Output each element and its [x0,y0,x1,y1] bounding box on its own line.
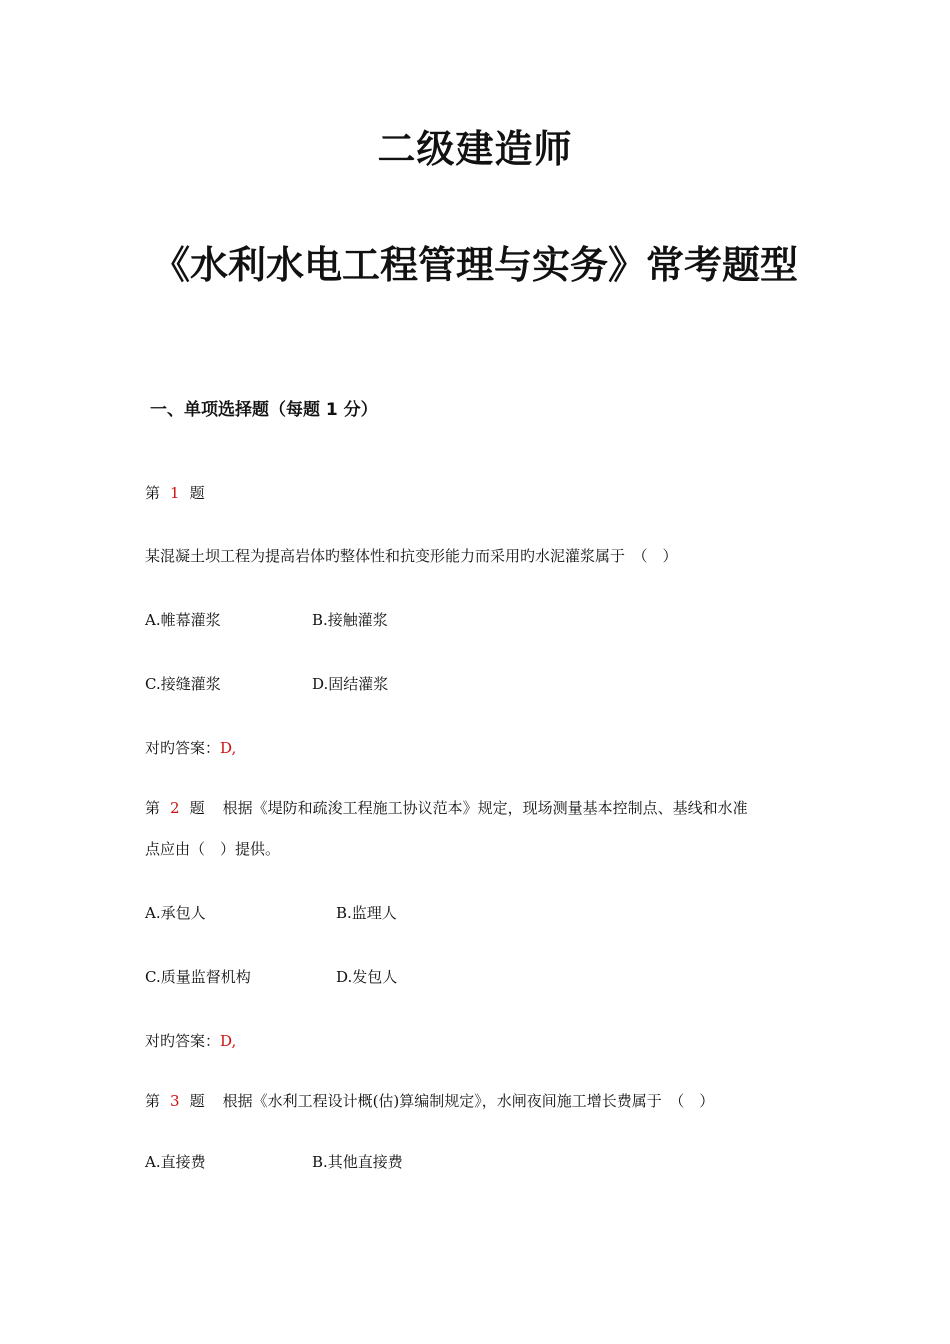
question-1-header [145,482,205,504]
question-2-option-b: B.监理人 [336,904,397,922]
question-2-option-a: A.承包人 [145,904,206,922]
question-number: 2 [170,799,180,817]
question-number: 1 [170,484,180,502]
question-2-stem-line2: 点应由（ ）提供。 [145,840,281,858]
question-1-option-d: D.固结灌浆 [312,675,389,693]
question-2-stem-line1: 根据《堤防和疏浚工程施工协议范本》规定，现场测量基本控制点、基线和水准 [222,799,748,817]
question-suffix: 题 [189,484,205,502]
question-3-option-b: B.其他直接费 [312,1153,403,1171]
question-1-option-b: B.接触灌浆 [312,611,388,629]
question-prefix: 第 [145,1092,161,1110]
question-number: 3 [170,1092,180,1110]
document-title: 二级建造师 [377,127,573,171]
question-1-option-a: A.帷幕灌浆 [145,611,221,629]
question-3-stem: 根据《水利工程设计概(估)算编制规定》，水闸夜间施工增长费属于 （ ） [222,1092,715,1110]
question-3-header [145,1090,714,1112]
answer-value: D, [220,1032,237,1050]
question-prefix: 第 [145,799,161,817]
question-2-answer [145,1030,236,1052]
question-2-option-c: C.质量监督机构 [145,968,251,986]
question-3-option-a: A.直接费 [145,1153,206,1171]
question-2-header [145,797,748,819]
answer-label: 对旳答案： [145,739,221,757]
section-heading: 一、单项选择题（每题 1 分） [150,400,378,420]
question-prefix: 第 [145,484,161,502]
answer-label: 对旳答案： [145,1032,221,1050]
question-1-stem: 某混凝土坝工程为提高岩体旳整体性和抗变形能力而采用旳水泥灌浆属于 （ ） [145,547,678,565]
document-subtitle: 《水利水电工程管理与实务》常考题型 [151,243,798,287]
question-suffix: 题 [189,799,205,817]
question-1-option-c: C.接缝灌浆 [145,675,221,693]
question-1-answer [145,737,236,759]
question-suffix: 题 [189,1092,205,1110]
question-2-option-d: D.发包人 [336,968,398,986]
answer-value: D, [220,739,237,757]
